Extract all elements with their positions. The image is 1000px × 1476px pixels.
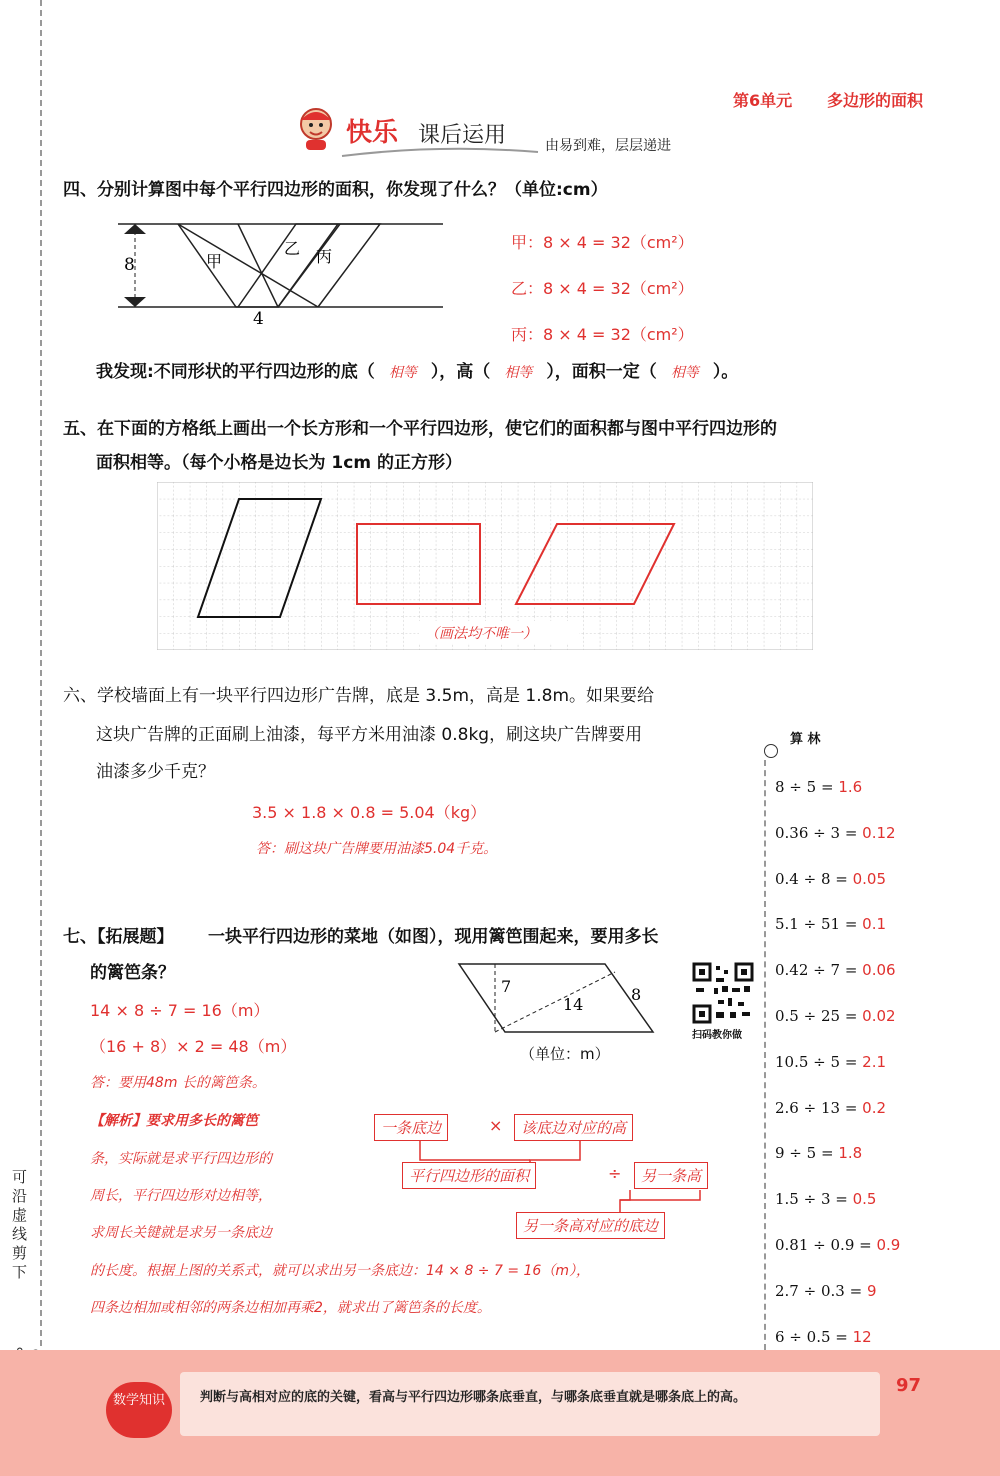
side-exercise [775, 824, 896, 842]
side-exercise-answer: 0.06 [862, 961, 896, 980]
side-exercise-answer: 2.1 [862, 1052, 887, 1071]
q4-fill-area: 相等 [670, 365, 699, 381]
q4-prompt: 四、分别计算图中每个平行四边形的面积，你发现了什么？（单位:cm） [63, 180, 608, 200]
banner-title: 课后运用 [418, 123, 507, 148]
side-exercise-answer: 0.5 [852, 1190, 877, 1209]
q7-prompt-line1: 一块平行四边形的菜地（如图），现用篱笆围起来，要用多长 [208, 927, 659, 947]
q5-prompt-line1: 五、在下面的方格纸上画出一个长方形和一个平行四边形，使它们的面积都与图中平行四边形的 [63, 419, 777, 439]
q7-analysis-2: 条，实际就是求平行四边形的 [90, 1151, 272, 1167]
side-exercise [775, 870, 886, 888]
side-exercise-answer: 0.1 [862, 915, 887, 934]
side-exercise-answer: 12 [852, 1327, 872, 1346]
side-exercise-answer: 1.6 [838, 778, 863, 796]
side-exercise-question: 0.4 ÷ 8 = [775, 869, 848, 888]
side-exercise-question: 1.5 ÷ 3 = [775, 1190, 848, 1209]
mascot-icon [292, 104, 340, 152]
side-exercise-question: 0.36 ÷ 3 = [775, 823, 858, 842]
side-exercise-answer: 0.2 [862, 1098, 887, 1117]
relation-times: × [489, 1116, 503, 1135]
side-exercise [775, 1007, 896, 1025]
q7-analysis-3: 周长，平行四边形对边相等， [90, 1188, 272, 1204]
q7-label: 七、【拓展题】 [63, 927, 174, 947]
side-exercise [775, 1236, 900, 1254]
cut-instruction: 可沿虚线剪下 [12, 1168, 28, 1281]
q7-fig-diagonal: 14 [563, 995, 584, 1014]
q6-prompt-line2: 这块广告牌的正面刷上油漆，每平方米用油漆 0.8kg，刷这块广告牌要用 [96, 725, 643, 745]
side-exercise [775, 961, 896, 979]
page-number: 97 [896, 1375, 922, 1396]
q4-finding-a: 我发现:不同形状的平行四边形的底（ [96, 362, 375, 382]
banner-title-highlight: 快乐 [346, 118, 399, 148]
q4-figure [118, 212, 453, 327]
q7-analysis-1: 【解析】要求用多长的篱笆 [90, 1113, 258, 1129]
q6-prompt-line1: 六、学校墙面上有一块平行四边形广告牌，底是 3.5m，高是 1.8m。如果要给 [63, 686, 654, 706]
q4-finding-b: ），高（ [430, 362, 491, 382]
side-title: 算 林 [790, 732, 821, 747]
side-exercise-answer: 0.05 [852, 869, 887, 888]
side-exercise [775, 778, 862, 796]
side-exercise-answer: 0.12 [862, 823, 896, 842]
side-exercise-question: 2.6 ÷ 13 = [775, 1098, 858, 1117]
side-exercise [775, 1144, 862, 1162]
q4-finding-d: ）。 [712, 362, 739, 382]
side-exercise-answer: 0.02 [862, 1007, 896, 1025]
q4-answer-2: 乙：8 × 4 = 32（cm²） [511, 279, 694, 298]
relation-box-height: 该底边对应的高 [514, 1114, 633, 1141]
q7-figure [455, 958, 665, 1042]
unit-topic: 多边形的面积 [827, 91, 924, 110]
q7-analysis-4: 求周长关键就是求另一条底边 [90, 1225, 272, 1241]
relation-box-other-base: 另一条高对应的底边 [516, 1212, 665, 1239]
q5-note: （画法均不唯一） [425, 626, 537, 642]
side-exercise [775, 1190, 876, 1208]
q4-answer-1: 甲：8 × 4 = 32（cm²） [511, 233, 694, 252]
q4-fig-base: 4 [253, 309, 264, 327]
q7-unit: （单位：m） [520, 1045, 610, 1063]
side-exercise-question: 8 ÷ 5 = [775, 778, 834, 796]
side-exercise [775, 1053, 886, 1071]
q6-prompt-line3: 油漆多少千克？ [96, 762, 215, 782]
q7-prompt-line2: 的篱笆条？ [90, 963, 175, 983]
side-exercise-question: 6 ÷ 0.5 = [775, 1327, 848, 1346]
unit-label: 第6单元 [733, 91, 793, 110]
side-exercise-answer: 1.8 [838, 1144, 863, 1163]
q4-finding [96, 357, 738, 382]
side-exercise-answer: 9 [866, 1281, 877, 1300]
side-exercise-question: 9 ÷ 5 = [775, 1144, 834, 1163]
relation-box-other-height: 另一条高 [634, 1162, 708, 1189]
footer-badge: 数学知识 [106, 1382, 172, 1438]
q7-analysis-6: 四条边相加或相邻的两条边相加再乘2，就求出了篱笆条的长度。 [90, 1300, 491, 1316]
side-exercise-question: 0.81 ÷ 0.9 = [775, 1236, 872, 1254]
q7-fig-height: 7 [501, 977, 512, 996]
qr-code-icon[interactable] [692, 962, 754, 1024]
q5-prompt-line2: 面积相等。（每个小格是边长为 1cm 的正方形） [96, 453, 462, 473]
side-exercise [775, 1099, 886, 1117]
relation-box-area: 平行四边形的面积 [402, 1162, 536, 1189]
q4-fill-base: 相等 [388, 365, 417, 381]
q7-analysis-5: 的长度。根据上图的关系式，就可以求出另一条底边：14 × 8 ÷ 7 = 16（m）， [90, 1263, 590, 1279]
relation-box-base: 一条底边 [374, 1114, 448, 1141]
qr-caption: 扫码教你做 [692, 1030, 742, 1041]
q7-answer: 答：要用48m 长的篱笆条。 [90, 1075, 266, 1091]
side-exercise [775, 1328, 872, 1346]
q7-fig-side: 8 [631, 985, 642, 1004]
side-exercise-question: 0.5 ÷ 25 = [775, 1007, 858, 1025]
q5-grid-paper [157, 482, 813, 650]
q4-answer-3: 丙：8 × 4 = 32（cm²） [511, 325, 694, 344]
q4-fig-label-bing: 丙 [316, 247, 333, 266]
relation-divide: ÷ [608, 1164, 622, 1183]
banner-subtitle: 由易到难，层层递进 [545, 138, 671, 154]
side-circle-icon [764, 744, 778, 758]
q7-calc-1: 14 × 8 ÷ 7 = 16（m） [90, 1001, 270, 1020]
footer-tip: 判断与高相对应的底的关键，看高与平行四边形哪条底垂直，与哪条底垂直就是哪条底上的高。 [200, 1390, 747, 1405]
cut-line [40, 0, 42, 1476]
side-exercise-question: 10.5 ÷ 5 = [775, 1052, 858, 1071]
side-divider [764, 760, 766, 1350]
side-exercise [775, 915, 886, 933]
banner-swoosh [340, 146, 540, 160]
q4-fill-height: 相等 [504, 365, 533, 381]
side-exercise-question: 0.42 ÷ 7 = [775, 961, 858, 980]
q6-answer: 答：刷这块广告牌要用油漆5.04千克。 [256, 841, 498, 857]
q6-calculation: 3.5 × 1.8 × 0.8 = 5.04（kg） [252, 803, 487, 822]
q4-fig-height: 8 [124, 255, 135, 275]
q4-fig-label-jia: 甲 [206, 252, 223, 271]
side-exercise [775, 1282, 876, 1300]
q4-fig-label-yi: 乙 [284, 239, 301, 258]
side-exercise-question: 2.7 ÷ 0.3 = [775, 1281, 863, 1300]
q7-calc-2: （16 + 8）× 2 = 48（m） [90, 1037, 297, 1056]
side-exercise-question: 5.1 ÷ 51 = [775, 915, 858, 934]
q4-finding-c: ），面积一定（ [546, 362, 657, 382]
side-exercise-answer: 0.9 [876, 1236, 901, 1254]
